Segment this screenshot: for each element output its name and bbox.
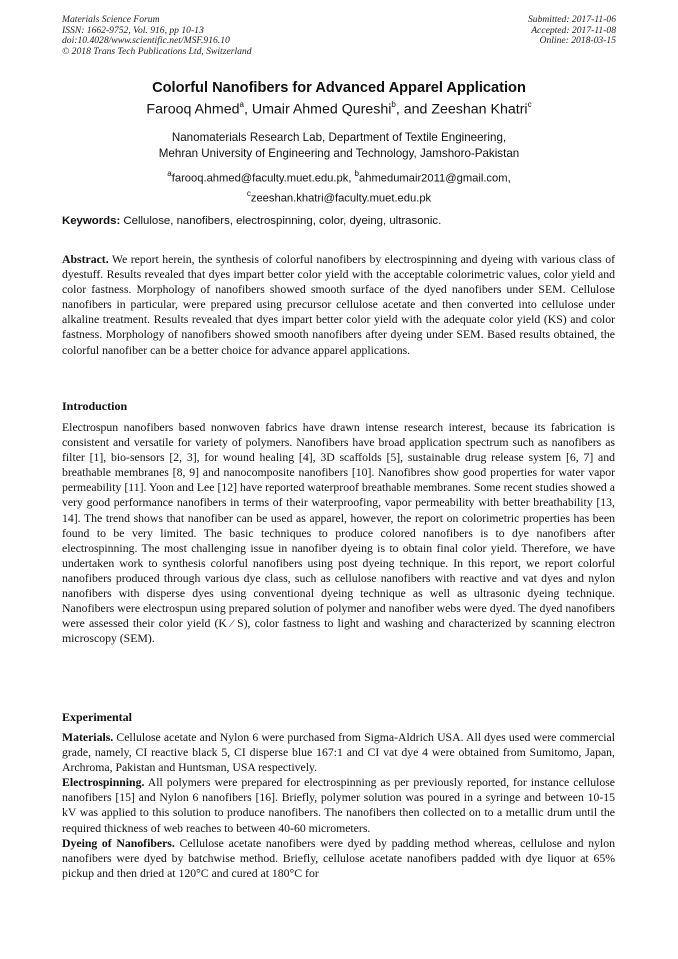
- author-name: Umair Ahmed Qureshi: [251, 101, 392, 118]
- affiliation-line: Nanomaterials Research Lab, Department of Textile Engineering,: [171, 131, 507, 144]
- experimental-heading: Experimental: [62, 710, 132, 724]
- accepted-date: Accepted: 2017-11-08: [531, 24, 616, 36]
- journal-header-right: [528, 15, 616, 47]
- materials-label: Materials.: [62, 731, 114, 744]
- email-superscript: c: [246, 189, 251, 199]
- email-link[interactable]: ahmedumair2011@gmail.com,: [359, 172, 511, 185]
- electrospinning-paragraph: [62, 775, 615, 835]
- paper-title: Colorful Nanofibers for Advanced Apparel Application: [152, 80, 526, 96]
- email-link[interactable]: zeeshan.khatri@faculty.muet.edu.pk: [250, 192, 432, 205]
- electrospinning-label: Electrospinning.: [62, 776, 145, 790]
- author-list: [0, 101, 678, 118]
- author-superscript: a: [239, 100, 244, 109]
- author-separator: , and: [395, 101, 432, 118]
- keywords-label: Keywords:: [62, 215, 121, 227]
- introduction-body: [62, 420, 615, 646]
- submitted-date: Submitted: 2017-11-06: [527, 14, 616, 25]
- email-link[interactable]: farooq.ahmed@faculty.muet.edu.pk,: [171, 172, 355, 185]
- abstract-text: We report herein, the synthesis of colorful nanofibers by electrospinning and dyeing with various class of dyestuff. Results revealed that dyes impart better color yield with the acceptable colorimetric values, color yield and color fastness. Morphology of nanofibers showed smooth surface of the dyed nanofibers under SEM. Cellulose nanofibers in particular, were prepared using precursor cellulose acetate and then converted into cellulose under alkaline treatment. Results revealed that dyes impart better color yield with the adequate color yield (KS) and color fastness. Morphology of nanofibers showed smooth nanofibers after dyeing under SEM. Based results obtained, the colorful nanofiber can be a better choice for advance apparel applications.: [62, 253, 615, 357]
- materials-text: Cellulose acetate and Nylon 6 were purchased from Sigma-Aldrich USA. All dyes used were commercial grade, namely, CI reactive black 5, CI disperse blue 167:1 and CI vat dye 4 were obtained from Sumitomo, Japan, Archroma, Pakistan and Huntsman, USA respectively.: [62, 731, 615, 775]
- affiliation: [0, 130, 678, 162]
- journal-name: Materials Science Forum: [62, 14, 160, 25]
- affiliation-line: Mehran University of Engineering and Technology, Jamshoro-Pakistan: [158, 147, 520, 160]
- author-separator: ,: [243, 101, 252, 118]
- author-superscript: c: [527, 100, 532, 109]
- email-superscript: a: [167, 169, 172, 178]
- abstract: [62, 252, 615, 358]
- online-date: Online: 2018-03-15: [539, 35, 616, 47]
- email-line: [0, 187, 678, 207]
- electrospinning-text: All polymers were prepared for electrospinning as per previously reported, for instance cellulose nanofibers [15] and Nylon 6 nanofibers [16]. Briefly, polymer solution was poured in a syringe and between 10-15 kV was applied to this solution to produce nanofibers. The nanofibers then collected on to a metallic drum until the required thickness of web reaches to between 40-60 micrometers.: [62, 776, 615, 835]
- journal-header-left: [62, 15, 252, 57]
- author-emails: [0, 167, 678, 207]
- dyeing-paragraph: [62, 836, 615, 881]
- abstract-label: Abstract.: [62, 253, 109, 266]
- dyeing-text: Cellulose acetate nanofibers were dyed by padding method whereas, cellulose and nylon nanofibers were dyed by batchwise method. Briefly, cellulose acetate nanofibers padded with dye liquor at 65% pickup and then dried at 120°C and cured at 180°C for: [62, 836, 615, 880]
- introduction-text: Electrospun nanofibers based nonwoven fabrics have drawn intense research interest, because its fabrication is consistent and versatile for variety of polymers. Nanofibers have broad application spectrum such as nanofibers as filter [1], bio-sensors [2, 3], for wound healing [4], 3D scaffolds [5], sustainable drug release system [6, 7] and breathable membranes [8, 9] and nanocomposite nanofibers [10]. Nanofibres show good properties for water vapor permeability [11]. Yoon and Lee [12] have reported waterproof breathable membranes. Some recent studies showed a very good performance nanofibers in terms of their waterproofing, vapor permeability with better breathability [13, 14]. The trend shows that nanofiber can be used as apparel, however, the report on colorimetric properties has been found to be very limited. The basic techniques to produce colored nanofibers is to dye nanofibers after electrospinning. The most challenging issue in nanofiber dyeing is to obtain final color yield. Therefore, we have undertaken work to synthesis colorful nanofibers using post dyeing technique. In this report, we report colorful nanofibers produced through various dye class, such as cellulose nanofibers with reactive and vat dyes and nylon nanofibers with disperse dyes using conventional dyeing technique as well as ultrasonic dyeing technique. Nanofibers were electrospun using prepared solution of polymer and nanofiber webs were dyed. The dyed nanofibers were assessed their color yield (K ⁄ S), color fastness to light and washing and characterized by scanning electron microscopy (SEM).: [62, 421, 615, 646]
- journal-copyright: © 2018 Trans Tech Publications Ltd, Switzerland: [62, 45, 252, 57]
- dyeing-label: Dyeing of Nanofibers.: [62, 836, 175, 850]
- keywords: [62, 215, 618, 227]
- materials-paragraph: [62, 730, 615, 775]
- introduction-heading: Introduction: [62, 399, 128, 413]
- author-name: Zeeshan Khatri: [431, 101, 528, 118]
- email-line: [0, 167, 678, 187]
- journal-issn: ISSN: 1662-9752, Vol. 916, pp 10-13: [62, 24, 204, 36]
- journal-doi: doi:10.4028/www.scientific.net/MSF.916.10: [62, 35, 230, 47]
- email-superscript: b: [354, 169, 359, 178]
- author-superscript: b: [391, 100, 396, 109]
- author-name: Farooq Ahmed: [146, 101, 240, 118]
- experimental-body: [62, 730, 615, 881]
- keywords-text: Cellulose, nanofibers, electrospinning, color, dyeing, ultrasonic.: [120, 215, 442, 227]
